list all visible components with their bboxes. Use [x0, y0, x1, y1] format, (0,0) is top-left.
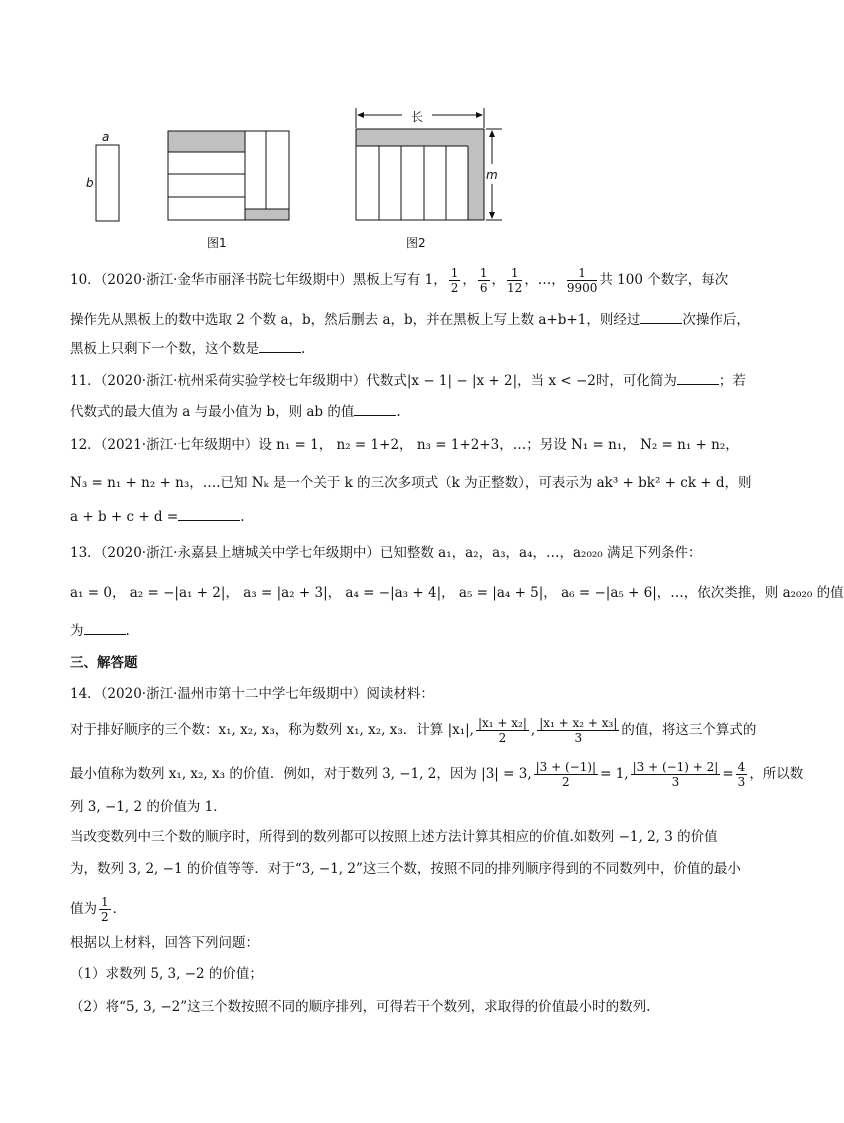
- fraction: $\frac{1}{12}$: [507, 266, 523, 295]
- q10-line-1: 10．（2020·浙江·金华市丽泽书院七年级期中）黑板上写有 1， $\frac{1}{2}$ ， $\frac{1}{6}$ ， $\frac{1}{12}$ ，…， $\frac{1}{9900}$ 共 100 个数字，每次: [70, 266, 729, 295]
- fraction: $\frac{4}{3}$: [737, 760, 746, 789]
- answer-blank: [677, 374, 719, 385]
- q14-line-6: 为，数列 3, 2, −1 的价值等等．对于“3, −1, 2”这三个数，按照不同的排列顺序得到的不同数列中，价值的最小: [70, 861, 741, 877]
- fraction: $\frac{1}{9900}$: [566, 266, 598, 295]
- figure-1: [168, 131, 289, 220]
- answer-blank: [178, 510, 240, 521]
- answer-blank: [354, 405, 396, 416]
- answer-blank: [84, 624, 126, 635]
- q14-line-7: 值为 $\frac{1}{2}$ ．: [70, 895, 127, 924]
- q11-line-1: 11．（2020·浙江·杭州采荷实验学校七年级期中）代数式|x − 1| − |x + 2|，当 x < −2时，可化简为 ；若: [70, 373, 746, 389]
- answer-blank: [640, 313, 682, 324]
- fraction: $\frac{\text{|x₁ + x₂|}}{2}$: [477, 716, 527, 745]
- q12-line-2: N₃ = n₁ + n₂ + n₃，….已知 Nₖ 是一个关于 k 的三次多项式（k 为正整数），可表示为 ak³ + bk² + ck + d，则: [70, 475, 752, 491]
- q12-line-1: 12．（2021·浙江·七年级期中）设 n₁ = 1， n₂ = 1+2， n₃ = 1+2+3，…；另设 N₁ = n₁， N₂ = n₁ + n₂，: [70, 437, 739, 453]
- q13-line-3: 为 .: [70, 623, 130, 639]
- q14-line-3: 最小值称为数列 x₁, x₂, x₃ 的价值．例如，对于数列 3, −1, 2，因为 |3| = 3, $\frac{|3 + (-1)|}{2}$ = 1, $\frac{|3 + (-1) + 2|}{3}$ = $\frac{4}{3}$ ，所以数: [70, 760, 804, 789]
- fraction: $\frac{1}{6}$: [479, 266, 488, 295]
- q10-line-3: 黑板上只剩下一个数，这个数是 .: [70, 341, 306, 357]
- fraction: $\frac{|3 + (-1) + 2|}{3}$: [632, 760, 719, 789]
- q13-line-2: a₁ = 0， a₂ = −|a₁ + 2|， a₃ = |a₂ + 3|， a₄ = −|a₃ + 4|， a₅ = |a₄ + 5|， a₆ = −|a₅ + 6|，…，依次类推，则 a₂₀₂₀ 的值: [70, 585, 844, 601]
- q13-line-1: 13．（2020·浙江·永嘉县上塘城关中学七年级期中）已知整数 a₁，a₂，a₃，a₄，…，a₂₀₂₀ 满足下列条件：: [70, 545, 702, 561]
- figure-area: [0, 0, 794, 250]
- q14-line-1: 14．（2020·浙江·温州市第十二中学七年级期中）阅读材料：: [70, 686, 434, 702]
- q14-sub-1: （1）求数列 5, 3, −2 的价值；: [70, 966, 263, 982]
- q11-line-2: 代数式的最大值为 a 与最小值为 b，则 ab 的值 .: [70, 404, 401, 420]
- q14-line-2: 对于排好顺序的三个数：x₁, x₂, x₃，称为数列 x₁, x₂, x₃．计算 |x₁|, $\frac{\text{|x₁ + x₂|}}{2}$ , $\frac{\text{|x₁ + x₂ + x₃|}}{3}$ 的值，将这三个算式的: [70, 716, 757, 745]
- section-heading: 三、解答题: [70, 655, 138, 671]
- figure-2-caption: 图2: [406, 236, 426, 250]
- q14-line-5: 当改变数列中三个数的顺序时，所得到的数列都可以按照上述方法计算其相应的价值.如数列 −1, 2, 3 的价值: [70, 829, 718, 845]
- q14-sub-2: （2）将“5, 3, −2”这三个数按照不同的顺序排列，可得若干个数列，求取得的价值最小时的数列.: [70, 999, 651, 1015]
- answer-blank: [259, 342, 301, 353]
- figure-1-caption: 图1: [207, 236, 227, 250]
- fraction: $\frac{1}{2}$: [101, 895, 109, 924]
- figure-2: [356, 108, 502, 220]
- small-rectangle: [96, 145, 119, 221]
- q14-line-8: 根据以上材料，回答下列问题：: [70, 935, 259, 951]
- label-b: b: [86, 176, 94, 190]
- q14-line-4: 列 3, −1, 2 的价值为 1．: [70, 799, 227, 815]
- q10-line-2: 操作先从黑板上的数中选取 2 个数 a，b，然后删去 a，b，并在黑板上写上数 a+b+1，则经过 次操作后，: [70, 312, 750, 328]
- height-label-m: m: [486, 168, 498, 182]
- fraction: $\frac{|3 + (-1)|}{2}$: [535, 760, 597, 789]
- label-a: a: [102, 130, 110, 144]
- fraction: $\frac{1}{2}$: [450, 266, 459, 295]
- q12-line-3: a + b + c + d = .: [70, 509, 245, 525]
- fraction: $\frac{\text{|x₁ + x₂ + x₃|}}{3}$: [539, 716, 618, 745]
- length-label: 长: [411, 110, 424, 124]
